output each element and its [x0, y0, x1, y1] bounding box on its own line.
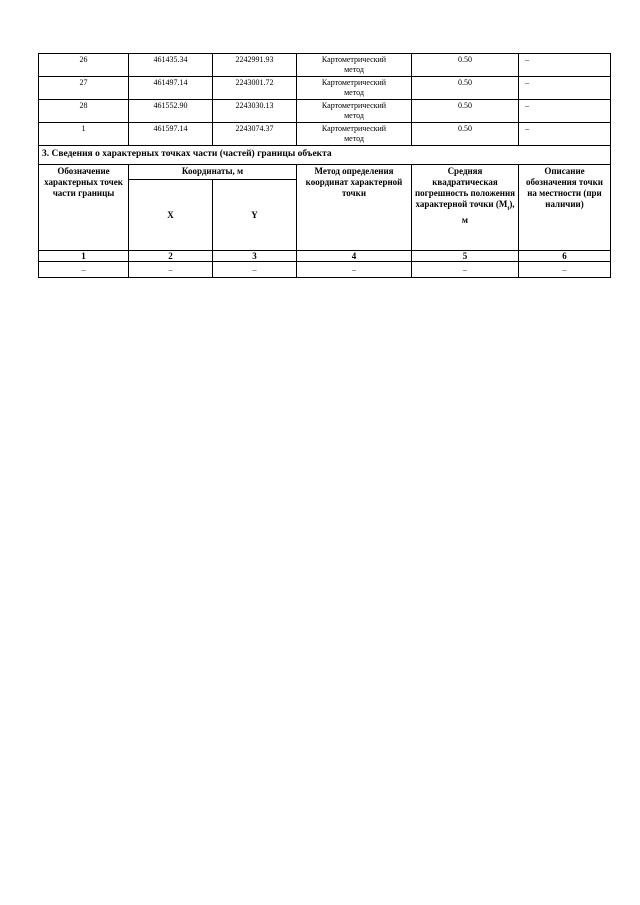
header-coordinates: Координаты, м: [129, 165, 297, 180]
header-error-sub: t: [507, 205, 510, 212]
header-row: [39, 165, 611, 180]
description-value: –: [519, 77, 611, 100]
description-value: –: [519, 123, 611, 146]
coord-y: 2242991.93: [213, 54, 297, 77]
method-cell: [297, 54, 412, 77]
header-error-main: Средняя квадратическая погрешность положения характерной точки (M: [414, 166, 515, 209]
coord-y: 2243030.13: [213, 100, 297, 123]
point-number: 28: [39, 100, 129, 123]
table-row: [39, 54, 611, 77]
header-x: X: [129, 180, 213, 251]
method-cell: [297, 123, 412, 146]
header-y: Y: [213, 180, 297, 251]
header-method: Метод определения координат характерной точки: [297, 165, 412, 251]
column-number: 1: [39, 251, 129, 262]
header-error: [412, 165, 519, 251]
method-cell: [297, 77, 412, 100]
method-line1: Картометрический: [321, 78, 387, 87]
column-number: 2: [129, 251, 213, 262]
point-number: 26: [39, 54, 129, 77]
empty-cell: –: [213, 262, 297, 278]
empty-cell: –: [519, 262, 611, 278]
method-line2: метод: [344, 134, 364, 143]
header-designation: Обозначение характерных точек части границы: [39, 165, 129, 251]
column-numbers-row: [39, 251, 611, 262]
section-title-row: [39, 146, 611, 165]
point-number: 1: [39, 123, 129, 146]
method-line2: метод: [344, 88, 364, 97]
error-value: 0.50: [412, 54, 519, 77]
empty-cell: –: [129, 262, 213, 278]
description-value: –: [519, 54, 611, 77]
method-line1: Картометрический: [321, 55, 387, 64]
coord-x: 461597.14: [129, 123, 213, 146]
column-number: 5: [412, 251, 519, 262]
header-description: Описание обозначения точки на местности (при наличии): [519, 165, 611, 251]
method-line1: Картометрический: [321, 101, 387, 110]
coord-x: 461552.90: [129, 100, 213, 123]
point-number: 27: [39, 77, 129, 100]
empty-cell: –: [412, 262, 519, 278]
table-row: [39, 100, 611, 123]
column-number: 4: [297, 251, 412, 262]
table-row: [39, 77, 611, 100]
document-sheet: [38, 53, 610, 278]
method-line2: метод: [344, 111, 364, 120]
table-row: [39, 262, 611, 278]
section-title: 3. Сведения о характерных точках части (частей) границы объекта: [39, 146, 611, 165]
boundary-points-table: [38, 53, 611, 278]
empty-cell: –: [39, 262, 129, 278]
table-row: [39, 123, 611, 146]
method-line2: метод: [344, 65, 364, 74]
column-number: 3: [213, 251, 297, 262]
error-value: 0.50: [412, 100, 519, 123]
method-line1: Картометрический: [321, 124, 387, 133]
coord-y: 2243001.72: [213, 77, 297, 100]
empty-cell: –: [297, 262, 412, 278]
coord-x: 461435.34: [129, 54, 213, 77]
error-value: 0.50: [412, 77, 519, 100]
coord-y: 2243074.37: [213, 123, 297, 146]
coord-x: 461497.14: [129, 77, 213, 100]
error-value: 0.50: [412, 123, 519, 146]
method-cell: [297, 100, 412, 123]
column-number: 6: [519, 251, 611, 262]
description-value: –: [519, 100, 611, 123]
header-error-tail: ), м: [461, 199, 515, 225]
